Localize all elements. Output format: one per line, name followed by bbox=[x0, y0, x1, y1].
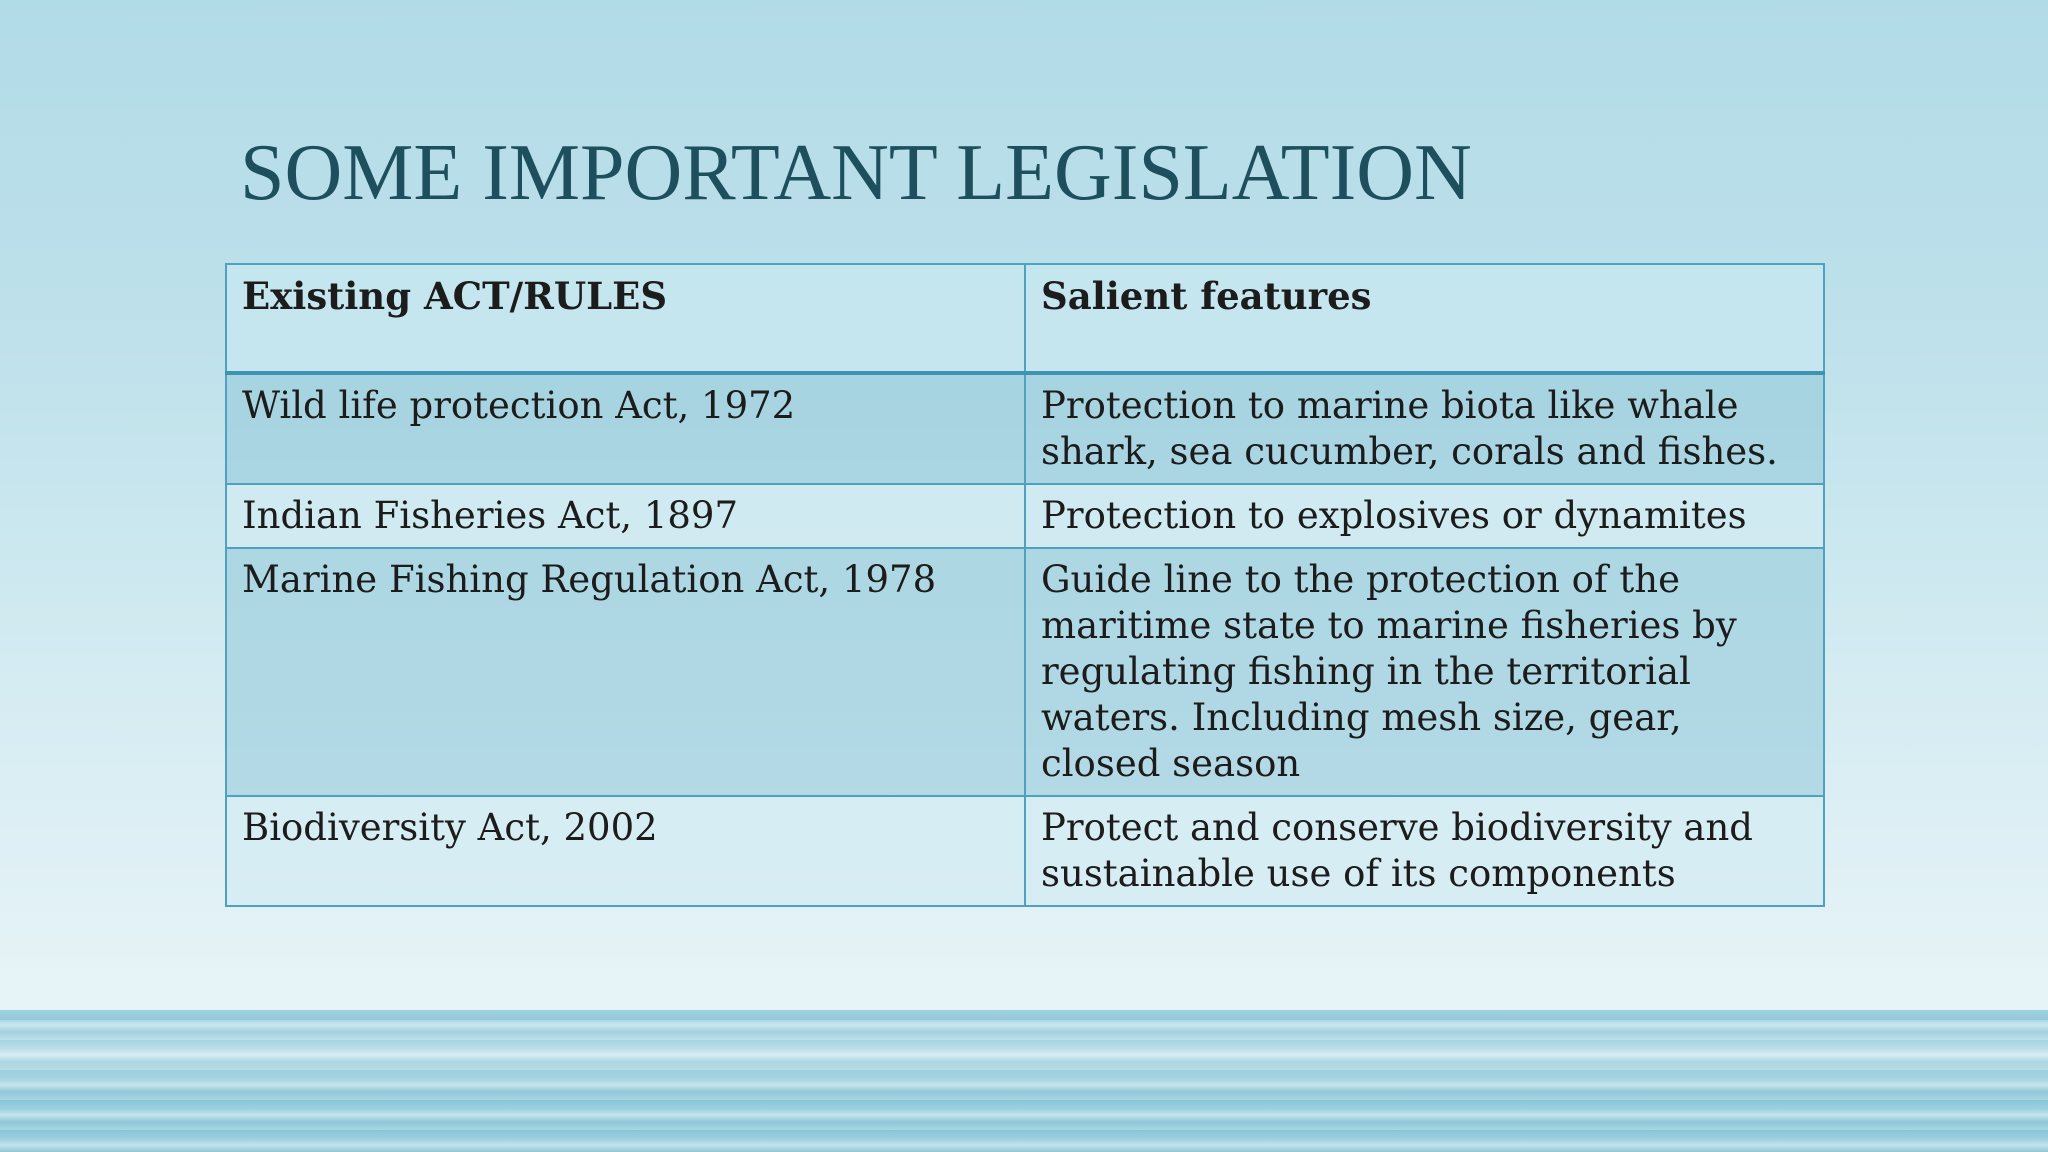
table-header-row bbox=[226, 264, 1824, 373]
table-row bbox=[226, 484, 1824, 548]
act-cell: Marine Fishing Regulation Act, 1978 bbox=[226, 548, 1025, 796]
table-row bbox=[226, 548, 1824, 796]
act-cell: Wild life protection Act, 1972 bbox=[226, 373, 1025, 484]
header-existing-act: Existing ACT/RULES bbox=[226, 264, 1025, 373]
table-row bbox=[226, 373, 1824, 484]
features-cell: Protection to marine biota like whale shark, sea cucumber, corals and fishes. bbox=[1025, 373, 1824, 484]
act-cell: Indian Fisheries Act, 1897 bbox=[226, 484, 1025, 548]
features-cell: Protection to explosives or dynamites bbox=[1025, 484, 1824, 548]
table-row bbox=[226, 796, 1824, 906]
act-cell: Biodiversity Act, 2002 bbox=[226, 796, 1025, 906]
features-cell: Guide line to the protection of the maritime state to marine fisheries by regulating fishing in the territorial waters. Including mesh size, gear, closed season bbox=[1025, 548, 1824, 796]
header-salient-features: Salient features bbox=[1025, 264, 1824, 373]
features-cell: Protect and conserve biodiversity and sustainable use of its components bbox=[1025, 796, 1824, 906]
legislation-table bbox=[225, 263, 1825, 907]
sea-background bbox=[0, 1010, 2048, 1152]
slide-title: SOME IMPORTANT LEGISLATION bbox=[240, 129, 1472, 217]
